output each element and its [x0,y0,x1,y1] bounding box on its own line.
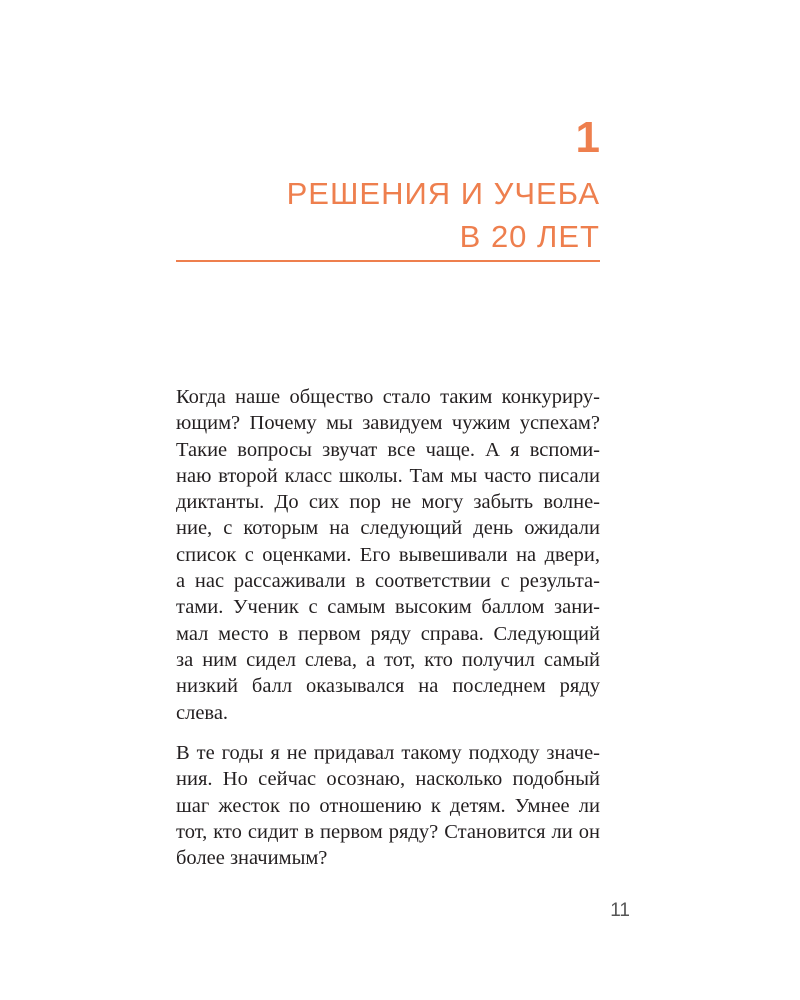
text-line: более значимым? [176,847,328,870]
text-line: слева. [176,701,229,724]
text-line: список с оценками. Его вывешивали на двери, [176,543,600,566]
text-line: диктанты. До сих пор не могу забыть волне- [176,491,600,514]
chapter-number: 1 [575,113,600,162]
paragraph [176,384,600,726]
text-line: ющим? Почему мы завидуем чужим успехам? [176,412,600,435]
text-line: за ним сидел слева, а тот, кто получил самый [176,648,600,671]
paragraph [176,740,600,871]
chapter-divider [176,260,600,262]
page-number: 11 [610,900,630,921]
text-line: мал место в первом ряду справа. Следующий [176,622,600,645]
text-line: тот, кто сидит в первом ряду? Становится ли он [176,820,600,843]
text-line: Такие вопросы звучат все чаще. А я вспоми- [176,438,600,461]
chapter-title-line: В 20 ЛЕТ [459,219,600,254]
text-line: ния. Но сейчас осознаю, насколько подобный [176,768,600,791]
text-line: наю второй класс школы. Там мы часто писали [176,464,600,487]
text-line: Когда наше общество стало таким конкуриру- [176,386,600,408]
text-line: тами. Ученик с самым высоким баллом зани- [176,596,600,619]
chapter-title-line: РЕШЕНИЯ И УЧЕБА [286,176,600,211]
chapter-title [170,172,600,258]
text-line: низкий балл оказывался на последнем ряду [176,675,600,698]
text-line: В те годы я не придавал такому подходу значе- [176,742,600,764]
text-line: шаг жесток по отношению к детям. Умнее ли [176,794,600,817]
text-line: а нас рассаживали в соответствии с результа- [176,570,600,593]
text-line: ние, с которым на следующий день ожидали [176,517,600,540]
